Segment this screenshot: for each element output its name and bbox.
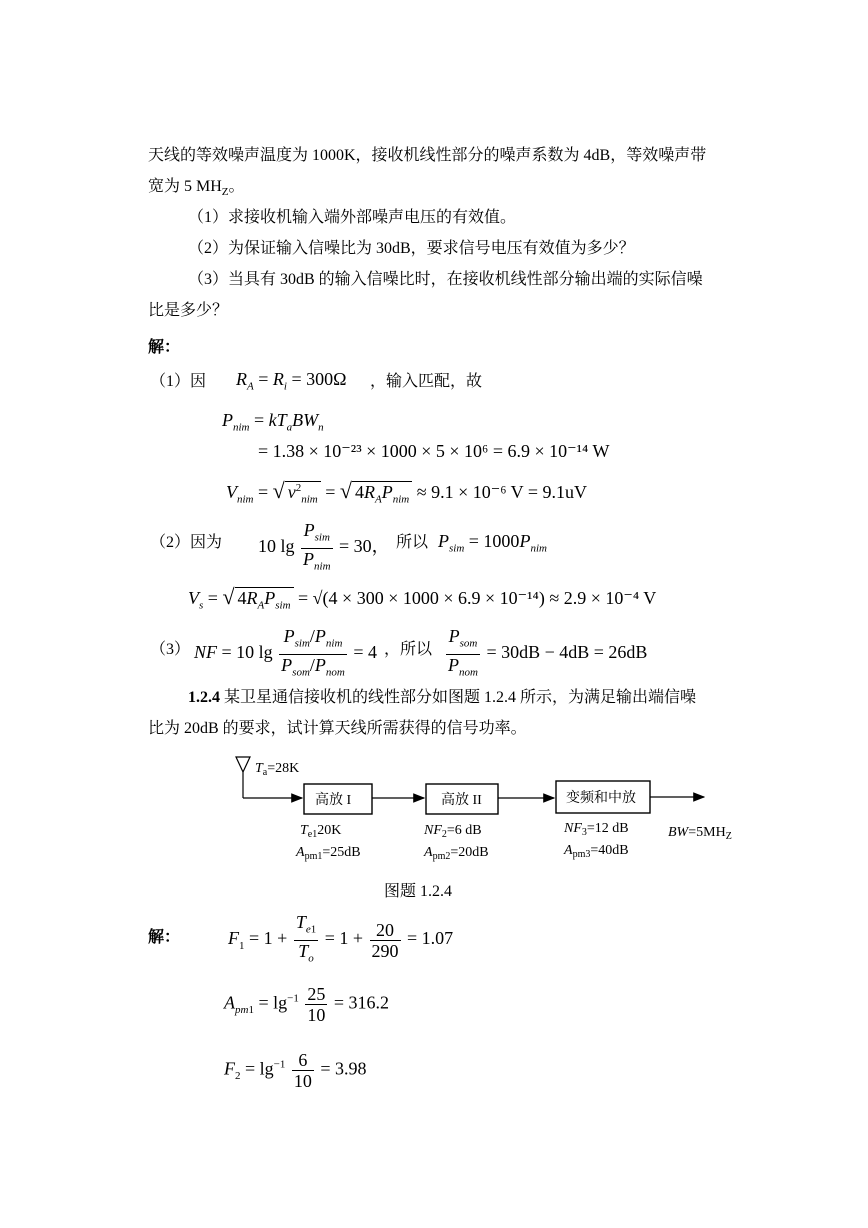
apm1-equation: $A_{pm1} = \lg^{-1}$ $\frac{25}{10}$ = 316.2 (224, 984, 389, 1025)
block1-label: 高放 I (315, 793, 352, 808)
noise-figure-value: = 4 (353, 642, 378, 663)
apm1-result: = 316.2 (333, 992, 389, 1013)
signal-voltage-equation: $V_s$ = √ $4R_AP_{sim} = √(4 \times 300 \times 1000 \times 6.9 \times 10^{-14}) \approx 2.9 \times 10^{-4}$ V (188, 584, 657, 612)
step1-label: （1）因 (150, 373, 207, 390)
block1-param-gain: $A_{pm1}=25dB$ (296, 845, 361, 862)
snr-value: = 30， (339, 536, 390, 557)
block3-param-gain: $A_{pm3}=40dB$ (564, 843, 629, 860)
f2-equation: $F_2 = \lg^{-1}$ $\frac{6}{10}$ = 3.98 (224, 1050, 367, 1091)
problem-124-number: 1.2.4 (188, 689, 220, 706)
signal-voltage-result: = √(4 × 300 × 1000 × 6.9 × 10⁻¹⁴) ≈ 2.9 × 10⁻⁴ V (298, 588, 657, 608)
block2-label: 高放 II (441, 793, 482, 808)
noise-power-calculation: = 1.38 × 10⁻²³ × 1000 × 5 × 10⁶ = 6.9 × 10⁻¹⁴ W (258, 441, 610, 461)
signal-power-equation: $P_{sim} = 1000P_{nim}$ (438, 531, 547, 555)
snr-equation: 10 lg $\frac{P_{sim}}{P_{nim}}$ = 30， (258, 520, 390, 573)
antenna-icon (236, 757, 250, 798)
step2-label: （2）因为 (150, 534, 223, 551)
block2-param-nf: $NF_2=6$ dB (424, 823, 482, 840)
question-3-line-2: 比是多少？ (148, 302, 229, 319)
apm1-numerator: 25 (307, 984, 326, 1004)
f2-result: = 3.98 (320, 1058, 367, 1079)
bandwidth-text: 宽为 5 MH (148, 178, 222, 195)
f1-denominator: 290 (371, 940, 399, 961)
f1-numerator: 20 (370, 920, 401, 941)
noise-voltage-result: ≈ 9.1 × 10⁻⁶ V = 9.1uV (416, 482, 588, 502)
f1-result: = 1.07 (407, 928, 454, 949)
bandwidth-period: 。 (228, 178, 245, 195)
block2-param-gain: $A_{pm2}=20dB$ (424, 845, 489, 862)
solution-heading-1: 解： (148, 339, 181, 356)
antenna-label: $T_a=28K$ (255, 761, 300, 778)
noise-power-definition: $P_{nim} = kT_aBW_n$ (222, 410, 324, 434)
noise-figure-equation: NF = 10 lg $\frac{P_{sim}/P_{nim}}{P_{som}/P_{nom}}$ = 4 (194, 626, 378, 679)
block3-label: 变频和中放 (566, 791, 636, 806)
apm1-denominator: 10 (307, 1005, 326, 1025)
question-2: （2）为保证输入信噪比为 30dB，要求信号电压有效值为多少？ (188, 240, 635, 257)
f2-denominator: 10 (293, 1071, 312, 1091)
problem-line-1: 天线的等效噪声温度为 1000K，接收机线性部分的噪声系数为 4dB，等效噪声带 (148, 147, 707, 164)
f1-equation: $F_1 = 1$ + $\frac{T_{e1}}{T_o}$ = 1 + $\frac{20}{290}$ = 1.07 (228, 912, 454, 965)
output-snr-result: = 30dB − 4dB = 26dB (486, 642, 648, 663)
step2-so: 所以 (396, 534, 429, 551)
bandwidth-label: $BW=5MH_Z$ (668, 825, 732, 842)
f2-numerator: 6 (292, 1050, 314, 1071)
block1-param-temp: $T_{e1}20K$ (300, 823, 342, 840)
problem-124-line-2: 比为 20dB 的要求，试计算天线所需获得的信号功率。 (148, 720, 527, 737)
step3-so: ，所以 (384, 641, 433, 658)
solution-heading-2: 解： (148, 929, 181, 946)
step1-match-text: ，输入匹配，故 (370, 373, 483, 390)
problem-124-text-a: 某卫星通信接收机的线性部分如图题 1.2.4 所示，为满足输出端信噪 (220, 689, 697, 706)
impedance-equation: $R_A = R_i = 300\Omega$ (236, 369, 347, 393)
step3-label: （3） (150, 641, 191, 658)
block3-param-nf: $NF_3=12$ dB (564, 821, 629, 838)
question-3-line-1: （3）当具有 30dB 的输入信噪比时，在接收机线性部分输出端的实际信噪 (188, 271, 703, 288)
bandwidth-subscript: Z (221, 186, 229, 199)
figure-caption: 图题 1.2.4 (384, 883, 453, 900)
noise-voltage-equation: $V_{nim}$ = √ $v^2_{nim}$ = √ $4R_AP_{nim} \approx 9.1 \times 10^{-6}$ V = 9.1uV (226, 478, 588, 506)
output-snr-equation: $\frac{P_{som}}{P_{nom}}$ = 30dB − 4dB = 26dB (448, 626, 648, 679)
question-1: （1）求接收机输入端外部噪声电压的有效值。 (188, 209, 517, 226)
